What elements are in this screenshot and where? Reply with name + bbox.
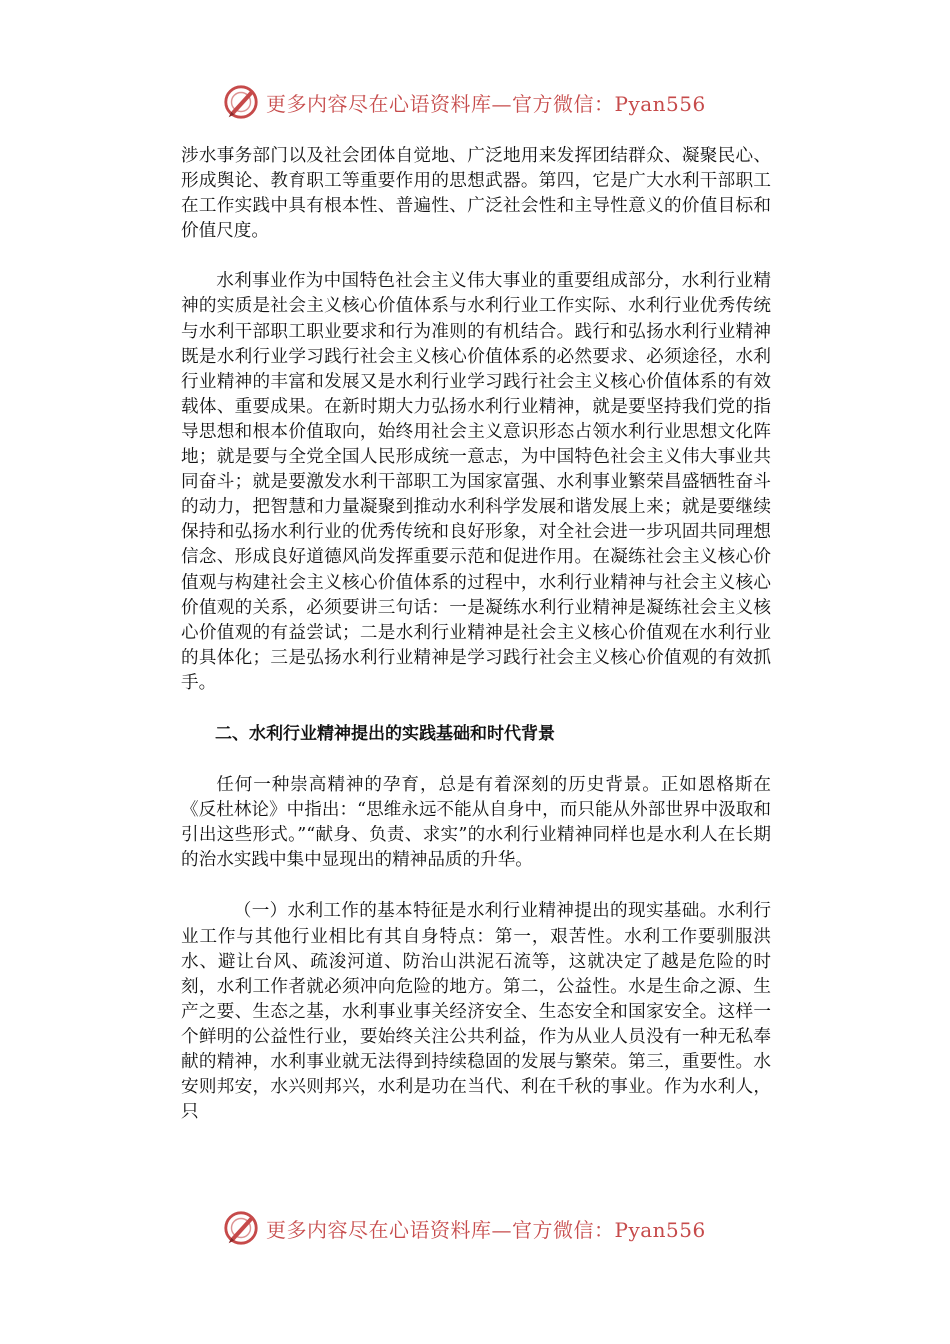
paragraph-2: 水利事业作为中国特色社会主义伟大事业的重要组成部分，水利行业精神的实质是社会主义核心价值体系与水利行业工作实际、水利行业优秀传统与水利干部职工职业要求和行为准则的有机结合。践行和弘扬水利行业精神既是水利行业学习践行社会主义核心价值体系的必然要求、必须途径，水利行业精神的丰富和发展又是水利行业学习践行社会主义核心价值体系的有效载体、重要成果。在新时期大力弘扬水利行业精神，就是要坚持我们党的指导思想和根本价值取向，始终用社会主义意识形态占领水利行业思想文化阵地；就是要与全党全国人民形成统一意志，为中国特色社会主义伟大事业共同奋斗；就是要激发水利干部职工为国家富强、水利事业繁荣昌盛牺牲奋斗的动力，把智慧和力量凝聚到推动水利科学发展和谐发展上来；就是要继续保持和弘扬水利行业的优秀传统和良好形象，对全社会进一步巩固共同理想信念、形成良好道德风尚发挥重要示范和促进作用。在凝练社会主义核心价值观与构建社会主义核心价值体系的过程中，水利行业精神与社会主义核心价值观的关系，必须要讲三句话：一是凝练水利行业精神是凝练社会主义核心价值观的有益尝试；二是水利行业精神是社会主义核心价值观在水利行业的具体化；三是弘扬水利行业精神是学习践行社会主义核心价值观的有效抓手。 — [181, 271, 771, 693]
paragraph-1: 涉水事务部门以及社会团体自觉地、广泛地用来发挥团结群众、凝聚民心、形成舆论、教育职工等重要作用的思想武器。第四，它是广大水利干部职工在工作实践中具有根本性、普遍性、广泛社会性和主导性意义的价值目标和价值尺度。 — [181, 146, 771, 242]
pen-logo-icon — [222, 1209, 260, 1247]
header-banner — [222, 82, 742, 122]
pen-logo-icon — [222, 83, 260, 121]
paragraph-4: （一）水利工作的基本特征是水利行业精神提出的现实基础。水利行业工作与其他行业相比有其自身特点：第一，艰苦性。水利工作要驯服洪水、避让台风、疏浚河道、防治山洪泥石流等，这就决定了越是危险的时刻，水利工作者就必须冲向危险的地方。第二，公益性。水是生命之源、生产之要、生态之基，水利事业事关经济安全、生态安全和国家安全。这样一个鲜明的公益性行业，要始终关注公共利益，作为从业人员没有一种无私奉献的精神，水利事业就无法得到持续稳固的发展与繁荣。第三，重要性。水安则邦安，水兴则邦兴，水利是功在当代、利在千秋的事业。作为水利人，只 — [181, 901, 771, 1123]
footer-banner — [222, 1208, 742, 1248]
section-heading: 二、水利行业精神提出的实践基础和时代背景 — [215, 723, 555, 744]
header-banner-text: 更多内容尽在心语资料库—官方微信：Pyan556 — [266, 91, 706, 116]
document-body — [181, 144, 771, 1125]
paragraph-3: 任何一种崇高精神的孕育，总是有着深刻的历史背景。正如恩格斯在《反杜林论》中指出：“思维永远不能从自身中，而只能从外部世界中汲取和引出这些形式。”“献身、负责、求实”的水利行业精神同样也是水利人在长期的治水实践中集中显现出的精神品质的升华。 — [181, 775, 771, 871]
footer-banner-text: 更多内容尽在心语资料库—官方微信：Pyan556 — [266, 1217, 706, 1242]
